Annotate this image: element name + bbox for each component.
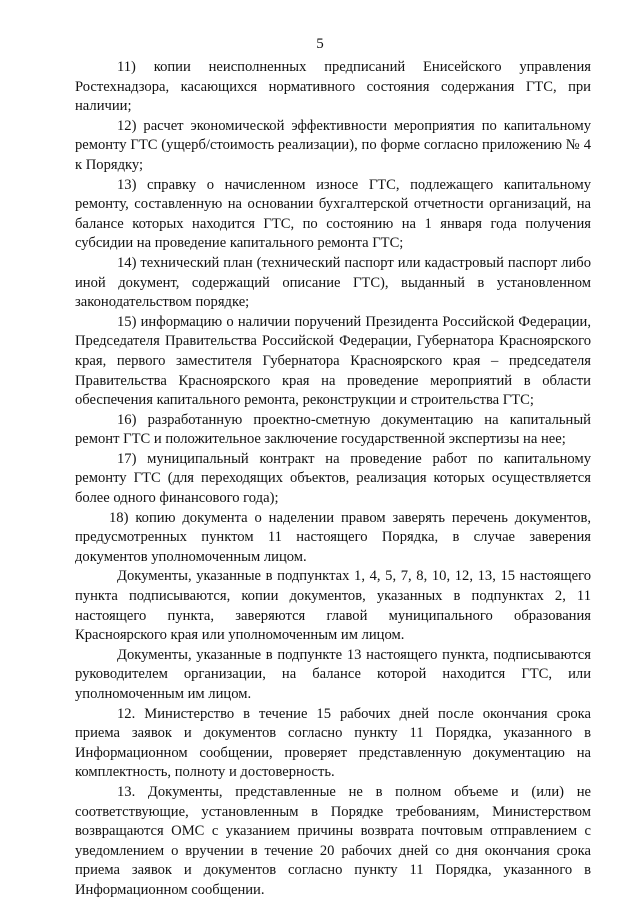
paragraph-item-15: 15) информацию о наличии поручений Президента Российской Федерации, Председателя Правительства Российской Федерации, Губернатора Красноярского края, первого заместителя Губернатора Красноярского края – председателя Правительства Красноярского края на проведение мероприятий в области обеспечения капитального ремонта, реконструкции и строительства ГТС;: [75, 313, 591, 409]
paragraph-item-16: 16) разработанную проектно-сметную документацию на капитальный ремонт ГТС и положительное заключение государственной экспертизы на нее;: [75, 411, 591, 448]
page-number: 5: [316, 36, 324, 52]
paragraph-documents-subitem-13: Документы, указанные в подпункте 13 настоящего пункта, подписываются руководителем организации, на балансе которой находится ГТС, или уполномоченным им лицом.: [75, 646, 591, 702]
paragraph-documents-signed: Документы, указанные в подпунктах 1, 4, 5, 7, 8, 10, 12, 13, 15 настоящего пункта подписываются, копии документов, указанных в подпунктах 2, 11 настоящего пункта, заверяются главой муниципального образования Красноярского края или уполномоченным им лицом.: [75, 568, 591, 644]
document-body: [75, 58, 591, 901]
paragraph-item-12: 12) расчет экономической эффективности мероприятия по капитальному ремонту ГТС (ущерб/стоимость реализации), по форме согласно приложению № 4 к Порядку;: [75, 117, 591, 173]
paragraph-clause-12: 12. Министерство в течение 15 рабочих дней после окончания срока приема заявок и документов согласно пункту 11 Порядка, указанного в Информационном сообщении, проверяет представленную документацию на комплектность, полноту и достоверность.: [75, 705, 591, 781]
paragraph-item-13: 13) справку о начисленном износе ГТС, подлежащего капитальному ремонту, составленную на основании бухгалтерской отчетности организаций, на балансе которых находится ГТС, по состоянию на 1 января года получения субсидии на проведение капитального ремонта ГТС;: [75, 176, 591, 252]
paragraph-item-18: 18) копию документа о наделении правом заверять перечень документов, предусмотренных пунктом 11 настоящего Порядка, в случае заверения документов уполномоченным лицом.: [75, 509, 591, 565]
paragraph-item-14: 14) технический план (технический паспорт или кадастровый паспорт либо иной документ, содержащий описание ГТС), выданный в установленном законодательством порядке;: [75, 254, 591, 311]
paragraph-item-11: 11) копии неисполненных предписаний Енисейского управления Ростехнадзора, касающихся нормативного состояния содержания ГТС, при наличии;: [75, 59, 591, 115]
paragraph-item-17: 17) муниципальный контракт на проведение работ по капитальному ремонту ГТС (для переходящих объектов, реализация которых осуществляется более одного финансового года);: [75, 450, 591, 507]
paragraph-clause-13: 13. Документы, представленные не в полном объеме и (или) не соответствующие, установленным в Порядке требованиям, Министерством возвращаются ОМС с указанием причины возврата почтовым отправлением с уведомлением о вручении в течение 20 рабочих дней со дня окончания срока приема заявок и документов согласно пункту 11 Порядка, указанного в Информационном сообщении.: [75, 783, 591, 898]
